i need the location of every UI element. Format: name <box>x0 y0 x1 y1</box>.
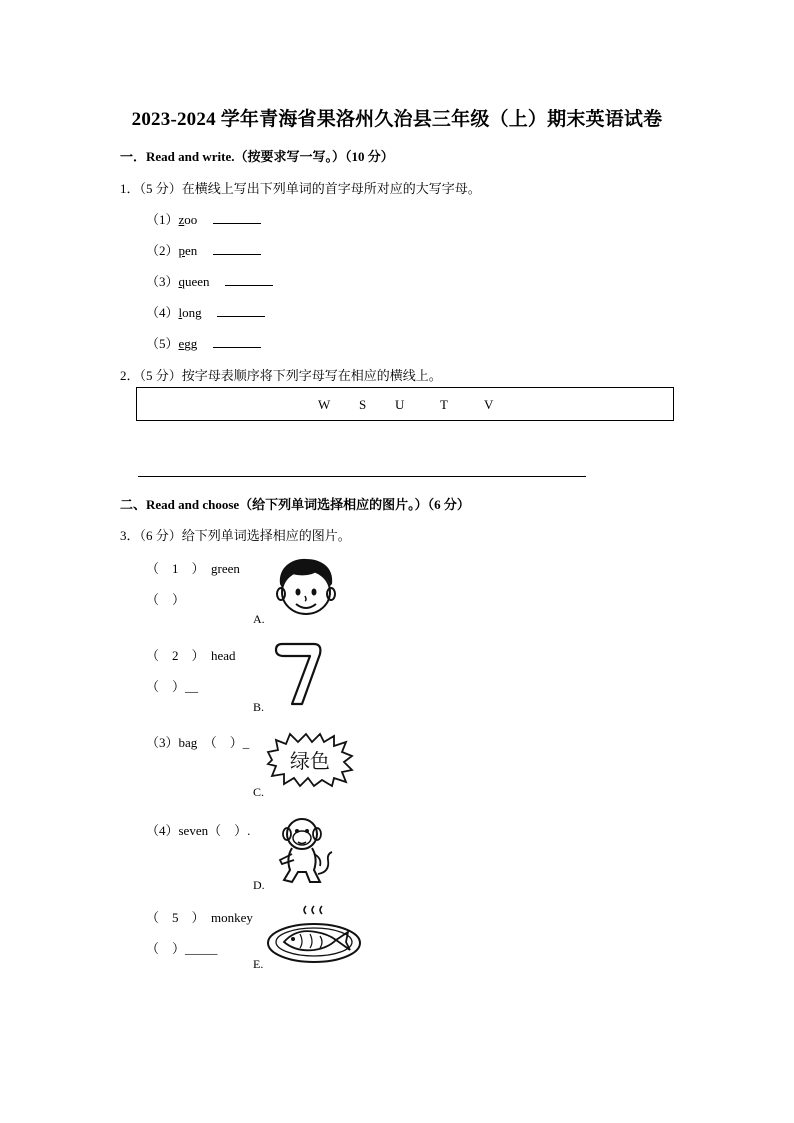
answer-blank[interactable] <box>213 213 261 224</box>
question-1-stem: 1．（5 分）在横线上写出下列单词的首字母所对应的大写字母。 <box>120 181 481 196</box>
page-title: 2023-2024 学年青海省果洛州久治县三年级（上）期末英语试卷 <box>131 109 663 130</box>
letter-v: V <box>484 397 494 412</box>
item-rest: ong <box>182 305 202 320</box>
answer-blank[interactable] <box>225 275 273 286</box>
q1-item-2 <box>146 240 261 259</box>
section-heading-1: 一．Read and write.（按要求写一写。）（10 分） <box>120 149 394 164</box>
item-first-letter: p <box>178 243 186 258</box>
item-first-letter: l <box>178 305 183 320</box>
q3-row-5-line-1: （ 5 ） monkey <box>146 910 253 925</box>
item-rest: en <box>185 243 198 258</box>
q3-row-2-line-1: （ 2 ） head <box>146 648 236 663</box>
item-first-letter: z <box>178 212 185 227</box>
letter-u: U <box>395 397 405 412</box>
q3-row-5-line-2[interactable]: （ ）_____ <box>146 941 218 956</box>
q1-item-4 <box>146 302 265 321</box>
letter-t: T <box>440 397 448 412</box>
q1-item-3 <box>146 271 273 290</box>
green-word-burst-icon <box>266 732 354 788</box>
answer-blank[interactable] <box>217 306 265 317</box>
letters-box <box>136 387 674 421</box>
item-number: （4） <box>146 305 179 320</box>
item-number: （5） <box>146 336 179 351</box>
answer-blank[interactable] <box>213 244 261 255</box>
item-rest: gg <box>184 336 198 351</box>
question-2-stem: 2．（5 分）按字母表顺序将下列字母写在相应的横线上。 <box>120 368 442 383</box>
item-first-letter: e <box>178 336 185 351</box>
number-seven-icon <box>270 640 326 708</box>
answer-line[interactable] <box>138 476 586 477</box>
q1-item-5 <box>146 333 261 352</box>
answer-blank[interactable] <box>213 337 261 348</box>
boy-face-icon <box>272 556 338 618</box>
item-first-letter: q <box>178 274 186 289</box>
item-number: （3） <box>146 274 179 289</box>
q3-row-1-line-2[interactable]: （ ） <box>146 592 186 607</box>
q1-item-1 <box>146 209 261 228</box>
letter-w: W <box>318 397 331 412</box>
picture-label-a: A. <box>253 612 265 626</box>
item-rest: ueen <box>185 274 210 289</box>
fish-plate-icon <box>266 906 362 966</box>
q3-row-1-line-1: （ 1 ） green <box>146 561 240 576</box>
picture-label-c: C. <box>253 785 265 799</box>
burst-text: 绿色 <box>290 749 330 773</box>
item-number: （2） <box>146 243 179 258</box>
section-heading-2: 二、Read and choose（给下列单词选择相应的图片。）（6 分） <box>120 497 470 512</box>
question-3-stem: 3．（6 分）给下列单词选择相应的图片。 <box>120 528 351 543</box>
monkey-icon <box>270 814 334 888</box>
picture-label-b: B. <box>253 700 265 714</box>
picture-label-d: D. <box>253 878 265 892</box>
q3-row-4[interactable]: （4）seven（ ）. <box>146 823 251 838</box>
item-rest: oo <box>184 212 198 227</box>
picture-label-e: E. <box>253 957 264 971</box>
q3-row-2-line-2[interactable]: （ ）__ <box>146 679 199 694</box>
q3-row-3[interactable]: （3）bag （ ）_ <box>146 735 250 750</box>
letter-s: S <box>359 397 367 412</box>
item-number: （1） <box>146 212 179 227</box>
